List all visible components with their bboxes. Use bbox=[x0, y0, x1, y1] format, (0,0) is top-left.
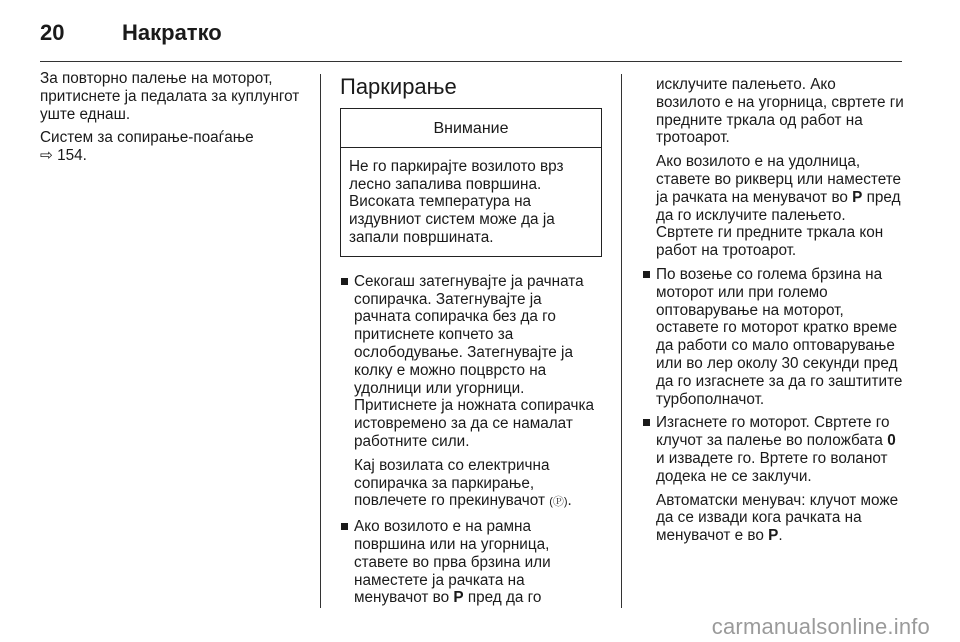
list-item: Изгаснете го моторот. Свртете го клучот за палење во положбата 0 и извадете го. Вртете го воланот додека не се заклучи. bbox=[642, 414, 904, 485]
list-item-continuation: Кај возилата со електрична сопирачка за паркирање, повлечете го прекинувачот (Ⓟ). bbox=[354, 456, 572, 510]
list-item: Секогаш затегнувајте ја рачната сопирачка. Затегнувајте ја рачната сопирачка без да го притиснете копчето за ослободување. Затегнувајте ја колку е можно поцврсто на удолници или угорници. Притиснете ја ножната сопирачка истовремено за да се намалат работните сили. bbox=[340, 273, 602, 451]
parking-brake-icon: (Ⓟ) bbox=[549, 496, 568, 509]
cross-reference: Систем за сопирање-поаѓање ⇨ 154. bbox=[40, 129, 254, 165]
column-middle bbox=[340, 74, 602, 613]
watermark: carmanualsonline.info bbox=[711, 614, 930, 639]
warning-title: Внимание bbox=[341, 109, 601, 148]
paragraph: За повторно палење на моторот, притиснете ја педалата за куплунгот уште еднаш. bbox=[40, 70, 300, 123]
page-ref-icon: ⇨ bbox=[40, 147, 53, 165]
list-item-continuation: Автоматски менувач: клучот може да се извади кога рачката на менувачот е во P. bbox=[656, 491, 899, 545]
list-item-continuation: исклучите палењето. Ако возилото е на угорница, свртете ги предните тркала од работ на тротоарот. bbox=[656, 76, 904, 147]
column-divider-right bbox=[621, 74, 622, 608]
column-left bbox=[40, 70, 300, 171]
page-number: 20 bbox=[40, 20, 65, 45]
list-item-continuation: Ако возилото е на удолница, ставете во рикверц или наместете ја рачката на менувачот во P пред да го исклучите палењето. Свртете ги предните тркала кон работ на тротоарот. bbox=[656, 153, 902, 260]
column-right bbox=[642, 76, 904, 551]
page-title: Накратко bbox=[122, 20, 222, 45]
list-item: Ако возилото е на рамна површина или на угорница, ставете во прва брзина или наместете ја рачката на менувачот во P пред да го bbox=[340, 518, 602, 607]
section-title: Паркирање bbox=[340, 74, 457, 99]
warning-box bbox=[340, 108, 602, 257]
header-divider bbox=[40, 61, 902, 62]
page-header bbox=[40, 18, 222, 48]
list-item: По возење со голема брзина на моторот или при големо оптоварување на моторот, оставете го моторот кратко време да работи со мало оптоварување или во лер околу 30 секунди пред да го изгаснете за да го заштитите турбополначот. bbox=[642, 266, 904, 408]
warning-text: Не го паркирајте возилото врз лесно запалива површина. Високата температура на издувниот систем може да ја запали површината. bbox=[349, 157, 564, 246]
column-divider-left bbox=[320, 74, 321, 608]
